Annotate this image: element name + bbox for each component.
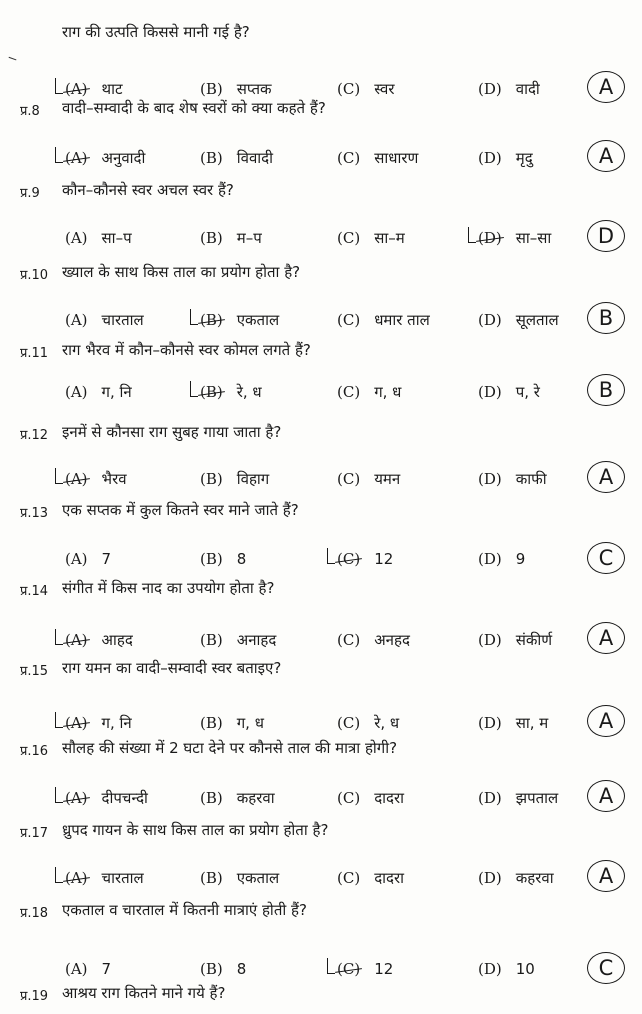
option-d <box>478 788 558 808</box>
option-text: थाट <box>101 80 123 98</box>
option-c <box>337 868 404 888</box>
circled-answer: B <box>587 302 625 334</box>
option-c <box>337 713 399 733</box>
option-letter: (D) <box>478 631 502 649</box>
option-text: 7 <box>101 550 112 568</box>
option-a <box>65 960 111 978</box>
option-letter: (D) <box>478 714 502 732</box>
option-c <box>337 148 418 168</box>
option-text: 10 <box>515 960 535 978</box>
option-letter: (B) <box>200 631 223 649</box>
option-letter: (D) <box>478 960 502 978</box>
question-text: कौन–कौनसे स्वर अचल स्वर हैं? <box>62 181 234 199</box>
option-letter: (A) <box>65 631 88 649</box>
option-text: ग, ध <box>236 714 264 732</box>
option-text: 8 <box>236 960 247 978</box>
option-letter: (A) <box>65 960 88 978</box>
option-text: यमन <box>374 470 401 488</box>
option-letter: (C) <box>337 960 361 978</box>
option-letter: (A) <box>65 470 88 488</box>
option-text: सा–प <box>101 229 132 247</box>
circled-answer: C <box>587 542 625 574</box>
option-text: 7 <box>101 960 112 978</box>
circled-answer: A <box>587 780 625 812</box>
option-text: कहरवा <box>515 869 554 887</box>
option-letter: (B) <box>200 229 223 247</box>
option-b <box>200 868 279 888</box>
option-letter: (C) <box>337 311 361 329</box>
question-number: प्र.12 <box>20 428 49 443</box>
option-a <box>65 310 144 330</box>
option-letter: (C) <box>337 383 361 401</box>
option-c <box>337 310 430 330</box>
question-text: एक सप्तक में कुल कितने स्वर माने जाते हैं? <box>62 501 299 519</box>
circled-answer: A <box>587 622 625 654</box>
option-letter: (B) <box>200 383 223 401</box>
question-text: राग की उत्पति किससे मानी गई है? <box>62 23 250 41</box>
question-text: ख्याल के साथ किस ताल का प्रयोग होता है? <box>62 263 301 281</box>
question-text: सौलह की संख्या में 2 घटा देने पर कौनसे ताल की मात्रा होगी? <box>62 739 398 757</box>
option-a <box>65 382 132 402</box>
option-c <box>337 382 401 402</box>
option-letter: (B) <box>200 80 223 98</box>
option-text: भैरव <box>101 470 127 488</box>
option-text: एकताल <box>236 869 280 887</box>
option-text: आहद <box>101 631 133 649</box>
option-d <box>478 228 551 248</box>
option-b <box>200 382 262 402</box>
option-text: सूलताल <box>515 311 559 329</box>
question-text: ध्रुपद गायन के साथ किस ताल का प्रयोग होता है? <box>62 821 329 839</box>
option-c <box>337 550 393 568</box>
question-text: वादी–सम्वादी के बाद शेष स्वरों को क्या कहते हैं? <box>62 99 326 117</box>
option-text: म–प <box>236 229 262 247</box>
option-text: अनहद <box>374 631 410 649</box>
option-letter: (A) <box>65 229 88 247</box>
option-letter: (D) <box>478 229 502 247</box>
option-letter: (D) <box>478 470 502 488</box>
question-number: प्र.17 <box>20 826 49 841</box>
option-letter: (C) <box>337 229 361 247</box>
option-letter: (A) <box>65 550 88 568</box>
option-b <box>200 148 273 168</box>
option-b <box>200 469 269 489</box>
option-letter: (D) <box>478 80 502 98</box>
option-letter: (A) <box>65 149 88 167</box>
option-c <box>337 630 410 650</box>
circled-answer: A <box>587 705 625 737</box>
option-a <box>65 228 132 248</box>
circled-answer: A <box>587 860 625 892</box>
option-text: वादी <box>515 80 540 98</box>
stray-pen-mark <box>8 57 17 63</box>
question-number: प्र.8 <box>20 104 40 119</box>
circled-answer: A <box>587 71 625 103</box>
option-a <box>65 868 144 888</box>
option-text: सा–म <box>374 229 405 247</box>
circled-answer: A <box>587 461 625 493</box>
question-number: प्र.16 <box>20 744 49 759</box>
option-letter: (C) <box>337 149 361 167</box>
question-number: प्र.15 <box>20 664 49 679</box>
option-text: 9 <box>515 550 526 568</box>
option-b <box>200 550 246 568</box>
question-number: प्र.9 <box>20 186 40 201</box>
option-d <box>478 79 540 99</box>
option-text: कहरवा <box>236 789 275 807</box>
question-text: राग यमन का वादी–सम्वादी स्वर बताइए? <box>62 659 282 677</box>
option-text: धमार ताल <box>374 311 430 329</box>
option-text: दादरा <box>374 869 405 887</box>
option-d <box>478 148 533 168</box>
question-text: आश्रय राग कितने माने गये हैं? <box>62 984 226 1002</box>
option-text: दीपचन्दी <box>101 789 148 807</box>
option-b <box>200 310 279 330</box>
option-a <box>65 630 133 650</box>
option-c <box>337 469 400 489</box>
option-d <box>478 868 554 888</box>
option-text: 12 <box>374 960 394 978</box>
option-text: रे, ध <box>236 383 262 401</box>
option-c <box>337 79 395 99</box>
option-c <box>337 228 405 248</box>
option-text: मृदु <box>515 149 533 167</box>
option-text: रे, ध <box>374 714 400 732</box>
option-d <box>478 469 547 489</box>
option-text: प, रे <box>515 383 540 401</box>
option-text: सा, म <box>515 714 549 732</box>
option-letter: (B) <box>200 714 223 732</box>
option-text: संकीर्ण <box>515 631 553 649</box>
option-text: साधारण <box>374 149 419 167</box>
option-a <box>65 469 127 489</box>
option-letter: (A) <box>65 869 88 887</box>
option-b <box>200 79 272 99</box>
option-text: विवादी <box>236 149 274 167</box>
option-text: स्वर <box>374 80 395 98</box>
option-d <box>478 630 552 650</box>
circled-answer: A <box>587 140 625 172</box>
option-letter: (C) <box>337 550 361 568</box>
question-number: प्र.11 <box>20 346 49 361</box>
option-letter: (B) <box>200 789 223 807</box>
option-text: विहाग <box>236 470 270 488</box>
option-d <box>478 550 525 568</box>
option-text: सा–सा <box>515 229 552 247</box>
option-text: अनुवादी <box>101 149 146 167</box>
question-text: एकताल व चारताल में कितनी मात्राएं होती हैं? <box>62 901 307 919</box>
option-letter: (B) <box>200 869 223 887</box>
option-letter: (D) <box>478 149 502 167</box>
option-text: काफी <box>515 470 547 488</box>
option-text: ग, नि <box>101 714 132 732</box>
option-letter: (A) <box>65 383 88 401</box>
option-text: अनाहद <box>236 631 277 649</box>
option-b <box>200 960 246 978</box>
option-d <box>478 382 540 402</box>
option-text: ग, ध <box>374 383 402 401</box>
question-number: प्र.10 <box>20 268 49 283</box>
circled-answer: B <box>587 374 625 406</box>
option-c <box>337 960 393 978</box>
question-text: राग भैरव में कौन–कौनसे स्वर कोमल लगते हैं? <box>62 341 311 359</box>
option-letter: (C) <box>337 869 361 887</box>
option-letter: (D) <box>478 869 502 887</box>
option-letter: (A) <box>65 714 88 732</box>
circled-answer: C <box>587 952 625 984</box>
option-letter: (D) <box>478 789 502 807</box>
option-letter: (A) <box>65 789 88 807</box>
option-a <box>65 550 111 568</box>
option-text: झपताल <box>515 789 559 807</box>
option-b <box>200 630 276 650</box>
option-letter: (A) <box>65 311 88 329</box>
option-letter: (D) <box>478 311 502 329</box>
question-text: इनमें से कौनसा राग सुबह गाया जाता है? <box>62 423 282 441</box>
option-letter: (B) <box>200 960 223 978</box>
option-letter: (C) <box>337 631 361 649</box>
option-a <box>65 713 132 733</box>
option-a <box>65 148 145 168</box>
option-b <box>200 228 262 248</box>
option-letter: (B) <box>200 149 223 167</box>
option-letter: (D) <box>478 550 502 568</box>
option-a <box>65 79 123 99</box>
option-b <box>200 713 264 733</box>
option-d <box>478 310 559 330</box>
option-letter: (A) <box>65 80 88 98</box>
option-c <box>337 788 404 808</box>
question-number: प्र.14 <box>20 584 49 599</box>
question-number: प्र.18 <box>20 906 49 921</box>
option-text: दादरा <box>374 789 405 807</box>
question-text: संगीत में किस नाद का उपयोग होता है? <box>62 579 275 597</box>
option-a <box>65 788 148 808</box>
option-letter: (B) <box>200 470 223 488</box>
option-letter: (C) <box>337 714 361 732</box>
question-number: प्र.13 <box>20 506 49 521</box>
option-letter: (C) <box>337 789 361 807</box>
option-text: चारताल <box>101 869 144 887</box>
circled-answer: D <box>587 220 625 252</box>
option-text: 8 <box>236 550 247 568</box>
option-text: चारताल <box>101 311 144 329</box>
option-letter: (B) <box>200 311 223 329</box>
option-letter: (D) <box>478 383 502 401</box>
question-number: प्र.19 <box>20 989 49 1004</box>
option-letter: (C) <box>337 80 361 98</box>
option-d <box>478 713 548 733</box>
option-text: ग, नि <box>101 383 132 401</box>
option-text: 12 <box>374 550 394 568</box>
option-b <box>200 788 275 808</box>
option-text: सप्तक <box>236 80 272 98</box>
option-text: एकताल <box>236 311 280 329</box>
option-d <box>478 960 535 978</box>
option-letter: (B) <box>200 550 223 568</box>
option-letter: (C) <box>337 470 361 488</box>
